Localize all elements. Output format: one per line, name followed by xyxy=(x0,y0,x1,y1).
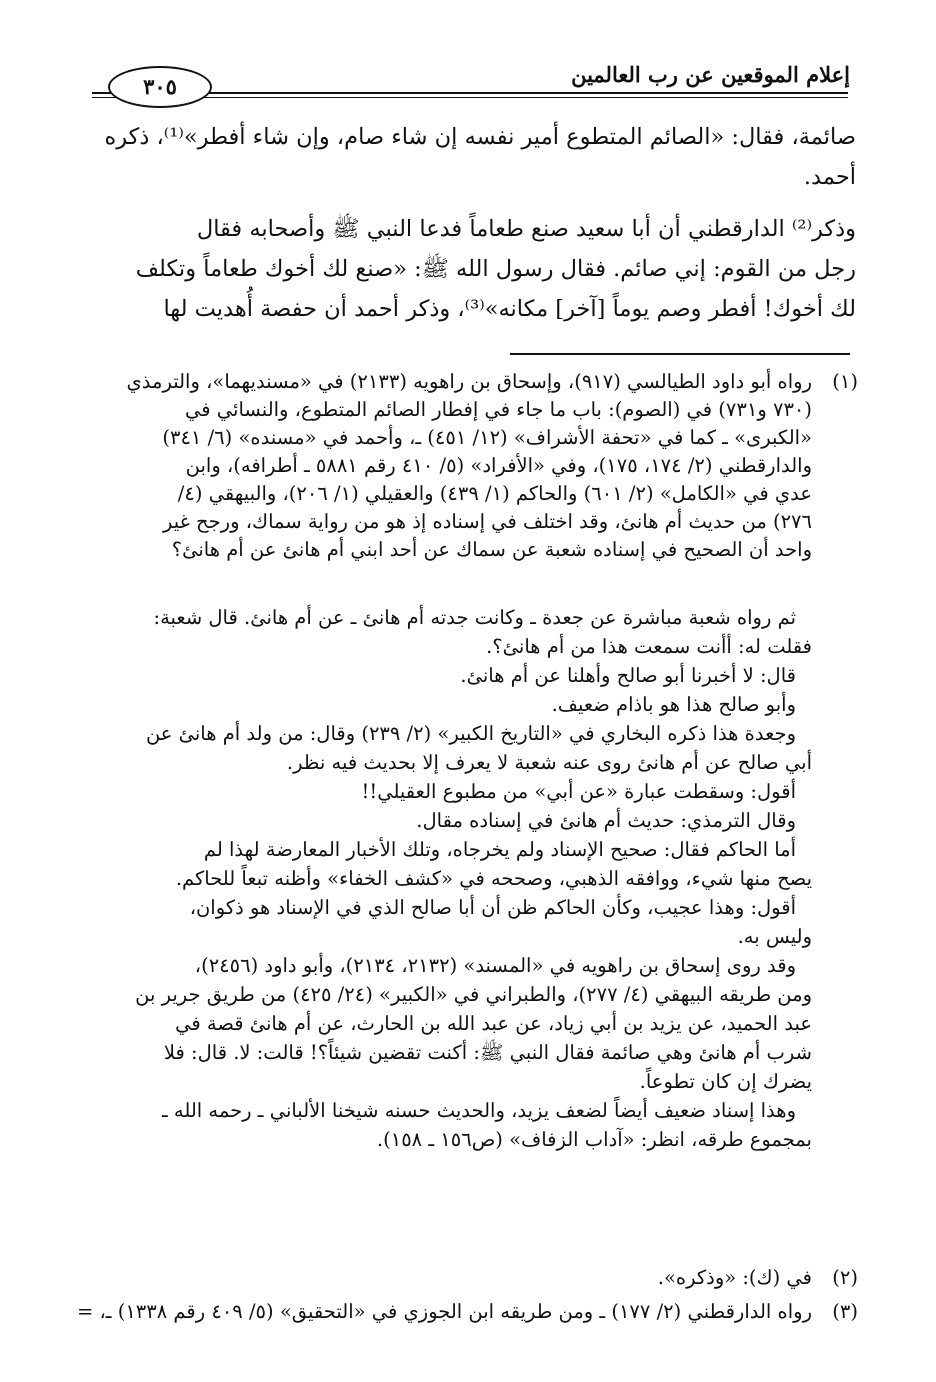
footnote-separator xyxy=(510,353,850,355)
main-text-line: لك أخوك! أفطر وصم يوماً [آخر] مكانه»⁽³⁾، وذكر أحمد أن حفصة أُهديت لها xyxy=(163,296,856,322)
main-text-line: صائمة، فقال: «الصائم المتطوع أمير نفسه إن شاء صام، وإن شاء أفطر»⁽¹⁾، ذكره xyxy=(104,124,856,150)
footnote-line: في (ك): «وذكره». xyxy=(657,1266,812,1289)
footnote-line: وليس به. xyxy=(737,925,812,948)
footnote-line: ومن طريقه البيهقي (٤/ ٢٧٧)، والطبراني في «الكبير» (٢٤/ ٤٢٥) من طريق جرير بن xyxy=(135,983,812,1006)
footnote-line: قال: لا أخبرنا أبو صالح وأهلنا عن أم هانئ. xyxy=(460,664,796,687)
main-text-line: أحمد. xyxy=(803,164,856,190)
footnote-line: والدارقطني (٢/ ١٧٤، ١٧٥)، وفي «الأفراد» (٥/ ٤١٠ رقم ٥٨٨١ ـ أطرافه)، وابن xyxy=(185,454,812,477)
footnote-line: واحد أن الصحيح في إسناده شعبة عن سماك عن أحد ابني أم هانئ عن أم هانئ؟ xyxy=(171,538,812,561)
footnote-3 xyxy=(76,1300,858,1323)
footnote-line: ٢٧٦) من حديث أم هانئ، وقد اختلف في إسناده إذ هو من رواية سماك، ورجح غير xyxy=(163,510,812,533)
footnote-2 xyxy=(82,1266,858,1289)
footnote-line: وقال الترمذي: حديث أم هانئ في إسناده مقال. xyxy=(416,809,796,832)
footnote-line: شرب أم هانئ وهي صائمة فقال النبي ﷺ: أكنت تقضين شيئاً؟! قالت: لا. قال: فلا xyxy=(163,1041,812,1064)
footnote-line: (٧٣٠ و٧٣١) في (الصوم): باب ما جاء في إفطار الصائم المتطوع، والنسائي في xyxy=(185,398,812,421)
footnote-line: أبي صالح عن أم هانئ روى عنه شعبة لا يعرف إلا بحديث فيه نظر. xyxy=(286,751,812,774)
footnote-line: أما الحاكم فقال: صحيح الإسناد ولم يخرجاه، وتلك الأخبار المعارضة لهذا لم xyxy=(203,838,796,861)
footnote-line: ثم رواه شعبة مباشرة عن جعدة ـ وكانت جدته أم هانئ ـ عن أم هانئ. قال شعبة: xyxy=(153,606,796,629)
footnote-line: أقول: وهذا عجيب، وكأن الحاكم ظن أن أبا صالح الذي في الإسناد هو ذكوان، xyxy=(189,896,796,919)
footnote-line: «الكبرى» ـ كما في «تحفة الأشراف» (١٢/ ٤٥١) ـ، وأحمد في «مسنده» (٦/ ٣٤١) xyxy=(162,426,812,449)
footnote-line: أقول: وسقطت عبارة «عن أبي» من مطبوع العقيلي!! xyxy=(361,780,796,803)
main-text-line: رجل من القوم: إني صائم. فقال رسول الله ﷺ: «صنع لك أخوك طعاماً وتكلف xyxy=(135,256,856,282)
footnote-line: رواه الدارقطني (٢/ ١٧٧) ـ ومن طريقه ابن الجوزي في «التحقيق» (٥/ ٤٠٩ رقم ١٣٣٨) ـ، = xyxy=(76,1300,812,1323)
main-text-line: وذكر⁽²⁾ الدارقطني أن أبا سعيد صنع طعاماً فدعا النبي ﷺ وأصحابه فقال xyxy=(196,216,856,242)
footnote-line: وأبو صالح هذا هو باذام ضعيف. xyxy=(551,693,796,716)
footnote-1 xyxy=(82,370,858,566)
footnote-line: يصح منها شيء، ووافقه الذهبي، وصححه في «كشف الخفاء» وأظنه تبعاً للحاكم. xyxy=(175,867,812,890)
footnote-paragraph xyxy=(82,606,858,1157)
footnote-number: (٣) xyxy=(832,1300,858,1323)
footnote-line: عبد الحميد، عن يزيد بن أبي زياد، عن عبد الله بن الحارث، عن أم هانئ قصة في xyxy=(175,1012,812,1035)
book-title: إعلام الموقعين عن رب العالمين xyxy=(571,62,850,87)
footnote-number: (١) xyxy=(832,370,858,393)
footnote-number: (٢) xyxy=(832,1266,858,1289)
page-number-badge: ٣٠٥ xyxy=(108,66,212,108)
footnote-line: وهذا إسناد ضعيف أيضاً لضعف يزيد، والحديث حسنه شيخنا الألباني ـ رحمه الله ـ xyxy=(162,1099,796,1122)
footnote-line: عدي في «الكامل» (٢/ ٦٠١) والحاكم (١/ ٤٣٩) والعقيلي (١/ ٢٠٦)، والبيهقي (٤/ xyxy=(177,482,812,505)
footnote-line: يضرك إن كان تطوعاً. xyxy=(639,1070,812,1093)
footnote-line: بمجموع طرقه، انظر: «آداب الزفاف» (ص١٥٦ ـ ١٥٨). xyxy=(376,1128,812,1151)
footnote-line: وقد روى إسحاق بن راهويه في «المسند» (٢١٣٢، ٢١٣٤)، وأبو داود (٢٤٥٦)، xyxy=(194,954,796,977)
footnote-line: فقلت له: أأنت سمعت هذا من أم هانئ؟. xyxy=(486,635,812,658)
footnote-line: وجعدة هذا ذكره البخاري في «التاريخ الكبير» (٢/ ٢٣٩) وقال: من ولد أم هانئ عن xyxy=(145,722,796,745)
footnote-line: رواه أبو داود الطيالسي (٩١٧)، وإسحاق بن راهويه (٢١٣٣) في «مسنديهما»، والترمذي xyxy=(126,370,812,393)
